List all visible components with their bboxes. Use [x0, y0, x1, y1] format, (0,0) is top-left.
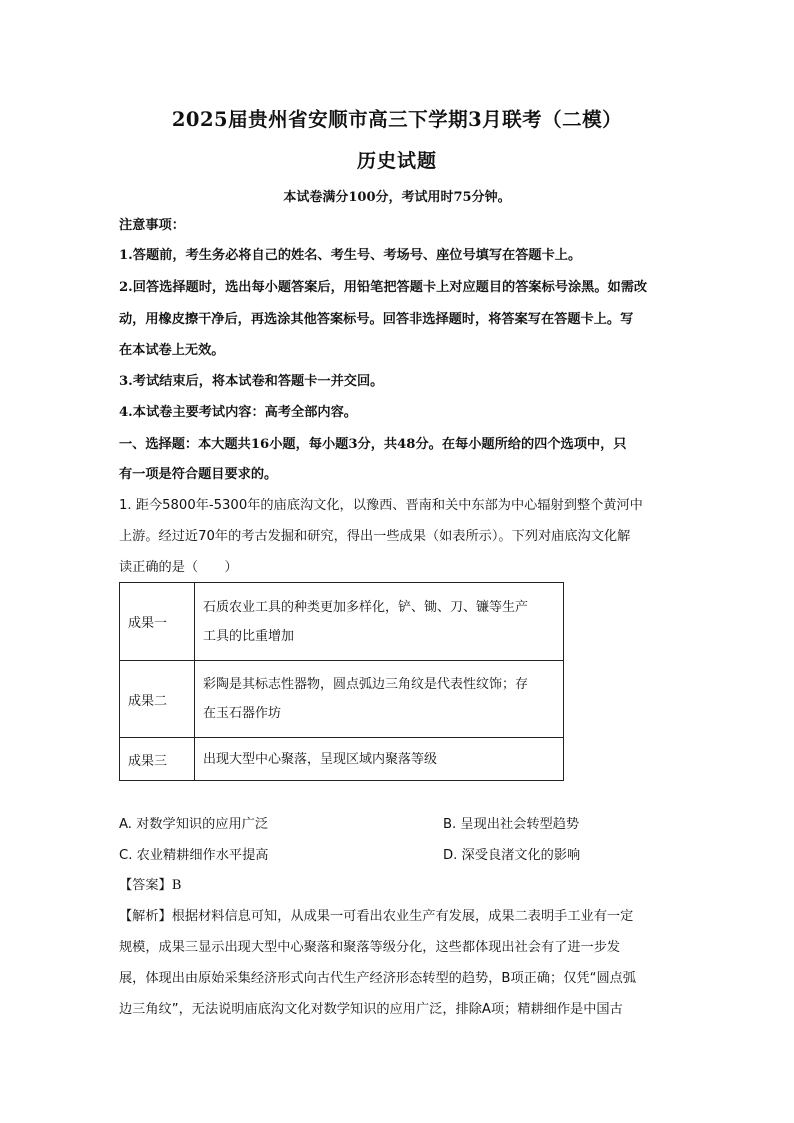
option-d: D. 深受良渚文化的影响	[443, 848, 581, 863]
analysis-line: 规模，成果三显示出现大型中心聚落和聚落等级分化，这些都体现出社会有了进一步发	[119, 940, 621, 955]
notice-item: 1.答题前，考生务必将自己的姓名、考生号、考场号、座位号填写在答题卡上。	[119, 248, 582, 263]
table-cell-label: 成果二	[120, 661, 195, 738]
exam-meta: 本试卷满分100分，考试用时75分钟。	[283, 190, 511, 205]
exam-subject: 历史试题	[356, 150, 437, 172]
question-stem: 读正确的是（ ）	[119, 560, 238, 575]
notice-item: 2.回答选择题时，选出每小题答案后，用铅笔把答题卡上对应题目的答案标号涂黑。如需改	[119, 280, 648, 295]
notice-item: 动，用橡皮擦干净后，再选涂其他答案标号。回答非选择题时，将答案写在答题卡上。写	[119, 312, 634, 327]
notice-item: 在本试卷上无效。	[119, 343, 225, 358]
table-text-line: 石质农业工具的种类更加多样化，铲、锄、刀、镰等生产	[203, 599, 529, 615]
analysis-line: 边三角纹”，无法说明庙底沟文化对数学知识的应用广泛，排除A项；精耕细作是中国古	[119, 1002, 623, 1017]
answer-label: 【答案】B	[119, 878, 182, 893]
option-b: B. 呈现出社会转型趋势	[443, 817, 580, 832]
table-row	[120, 583, 564, 661]
notice-item: 3.考试结束后，将本试卷和答题卡一并交回。	[119, 374, 384, 389]
notice-heading: 注意事项：	[119, 218, 185, 233]
table-row	[120, 661, 564, 738]
table-cell-text	[195, 661, 564, 738]
table-cell-text	[195, 583, 564, 661]
table-text-line: 出现大型中心聚落，呈现区域内聚落等级	[203, 751, 438, 767]
table-row	[120, 738, 564, 781]
section-heading: 一、选择题：本大题共16小题，每小题3分，共48分。在每小题所给的四个选项中，只	[119, 437, 627, 452]
table-cell-text	[195, 738, 564, 781]
table-cell-label: 成果一	[120, 583, 195, 661]
table-text-line: 彩陶是其标志性器物，圆点弧边三角纹是代表性纹饰；存	[203, 677, 529, 692]
option-a: A. 对数学知识的应用广泛	[119, 817, 269, 832]
table-text-line: 工具的比重增加	[203, 628, 295, 644]
results-table	[119, 582, 564, 781]
table-text-line: 在玉石器作坊	[203, 706, 282, 721]
analysis-line: 【解析】根据材料信息可知，从成果一可看出农业生产有发展，成果二表明手工业有一定	[119, 909, 634, 924]
question-stem: 1. 距今5800年-5300年的庙底沟文化，以豫西、晋南和关中东部为中心辐射到整个黄河中	[119, 498, 643, 513]
question-stem: 上游。经过近70年的考古发掘和研究，得出一些成果（如表所示）。下列对庙底沟文化解	[119, 529, 631, 544]
analysis-line: 展，体现出由原始采集经济形式向古代生产经济形态转型的趋势，B项正确；仅凭“圆点弧	[119, 971, 637, 986]
option-c: C. 农业精耕细作水平提高	[119, 848, 269, 863]
section-heading-cont: 有一项是符合题目要求的。	[119, 467, 278, 482]
table-cell-label: 成果三	[120, 738, 195, 781]
exam-title: 2025届贵州省安顺市高三下学期3月联考（二模）	[171, 108, 623, 131]
notice-item: 4.本试卷主要考试内容：高考全部内容。	[119, 405, 357, 420]
